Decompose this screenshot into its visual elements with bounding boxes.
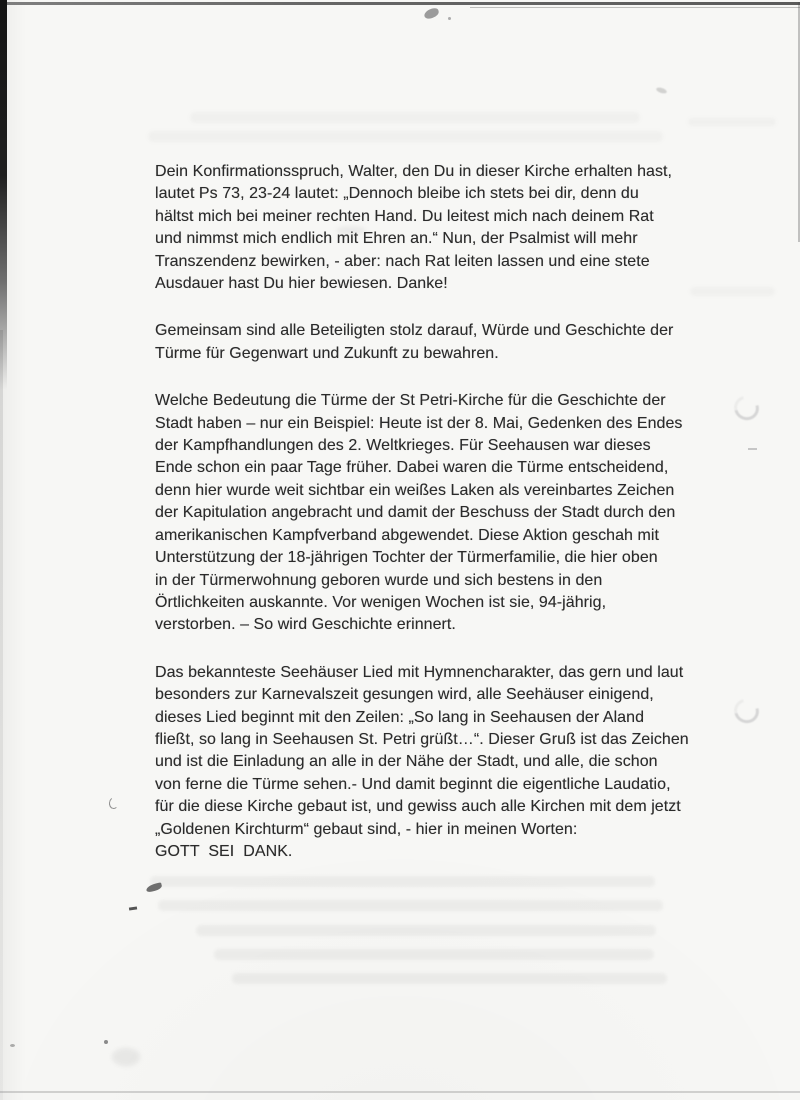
text-line: Das bekannteste Seehäuser Lied mit Hymnencharakter, das gern und laut (155, 663, 684, 681)
bleedthrough-line (688, 118, 776, 126)
text-line: dieses Lied beginnt mit den Zeilen: „So lang in Seehausen der Aland (155, 708, 645, 726)
pencil-dash (129, 906, 137, 910)
pencil-dash (748, 448, 757, 450)
ink-dot (10, 1044, 15, 1047)
bleedthrough-line (196, 925, 656, 936)
text-line: Stadt haben – nur ein Beispiel: Heute ist der 8. Mai, Gedenken des Endes (155, 414, 683, 432)
text-line: Gemeinsam sind alle Beteiligten stolz darauf, Würde und Geschichte der (155, 322, 674, 340)
text-line: verstorben. – So wird Geschichte erinnert. (155, 616, 456, 634)
scan-edge-top (0, 2, 800, 5)
bleedthrough-line (214, 949, 654, 960)
bleedthrough-line (148, 131, 663, 142)
text-line: und ist die Einladung an alle in der Nähe der Stadt, und alle, die schon (155, 753, 658, 771)
text-line: „Goldenen Kirchturm“ gebaut sind, - hier in meinen Worten: (155, 820, 578, 838)
text-line: und nimmst mich endlich mit Ehren an.“ Nun, der Psalmist will mehr (155, 230, 638, 248)
text-line: Örtlichkeiten auskannte. Vor wenigen Wochen ist sie, 94-jährig, (155, 593, 607, 611)
text-line: Dein Konfirmationsspruch, Walter, den Du in dieser Kirche erhalten hast, (155, 163, 673, 180)
text-line: fließt, so lang in Seehausen St. Petri grüßt…“. Dieser Gruß ist das Zeichen (155, 730, 689, 748)
text-line: in der Türmerwohnung geboren wurde und sich bestens in den (155, 571, 603, 589)
text-line: der Kampfhandlungen des 2. Weltkrieges. Für Seehausen war dieses (155, 437, 651, 455)
document-text (155, 161, 755, 888)
text-line: Unterstützung der 18-jährigen Tochter der Türmerfamilie, die hier oben (155, 549, 658, 567)
text-line: der Kapitulation angebracht und damit der Beschuss der Stadt durch den (155, 504, 676, 522)
scan-edge-bottom (0, 1091, 800, 1093)
bleedthrough-line (232, 973, 667, 984)
text-line: für die diese Kirche gebaut ist, und gewiss auch alle Kirchen mit dem jetzt (155, 798, 681, 816)
ink-smudge (655, 86, 667, 94)
text-line: GOTT SEI DANK. (155, 842, 293, 860)
paragraph (155, 320, 755, 365)
scan-edge-left-faint (0, 330, 3, 1100)
text-line: Ausdauer hast Du hier bewiesen. Danke! (155, 275, 448, 293)
pen-mark (108, 796, 120, 810)
text-line: Türme für Gegenwart und Zukunft zu bewahren. (155, 344, 499, 362)
paper-smudge (112, 1048, 140, 1066)
paragraph (155, 390, 755, 636)
bleedthrough-line (158, 900, 663, 911)
text-line: besonders zur Karnevalszeit gesungen wird, alle Seehäuser einigend, (155, 686, 654, 704)
ink-dot (104, 1040, 108, 1044)
text-line: von ferne die Türme sehen.- Und damit beginnt die eigentliche Laudatio, (155, 775, 671, 793)
text-line: Transzendenz bewirken, - aber: nach Rat leiten lassen und eine stete (155, 252, 650, 270)
bleedthrough-line (190, 112, 640, 123)
ink-smudge (423, 7, 440, 20)
paragraph (155, 662, 755, 864)
ink-dot (448, 17, 451, 20)
scan-edge-top-secondary (470, 7, 800, 8)
text-line: amerikanischen Kampfverband abgewendet. Diese Aktion geschah mit (155, 526, 659, 544)
text-line: Welche Bedeutung die Türme der St Petri-Kirche für die Geschichte der (155, 392, 666, 410)
text-line: lautet Ps 73, 23-24 lautet: „Dennoch bleibe ich stets bei dir, denn du (155, 185, 639, 203)
paper-smudge (336, 226, 366, 235)
text-line: hältst mich bei meiner rechten Hand. Du leitest mich nach deinem Rat (155, 207, 654, 225)
ink-squiggle (145, 882, 162, 893)
text-line: denn hier wurde weit sichtbar ein weißes Laken als vereinbartes Zeichen (155, 481, 675, 499)
bleedthrough-line (690, 287, 775, 296)
paragraph (155, 161, 755, 295)
text-line: Ende schon ein paar Tage früher. Dabei waren die Türme entscheidend, (155, 459, 669, 477)
bleedthrough-line (150, 876, 655, 887)
